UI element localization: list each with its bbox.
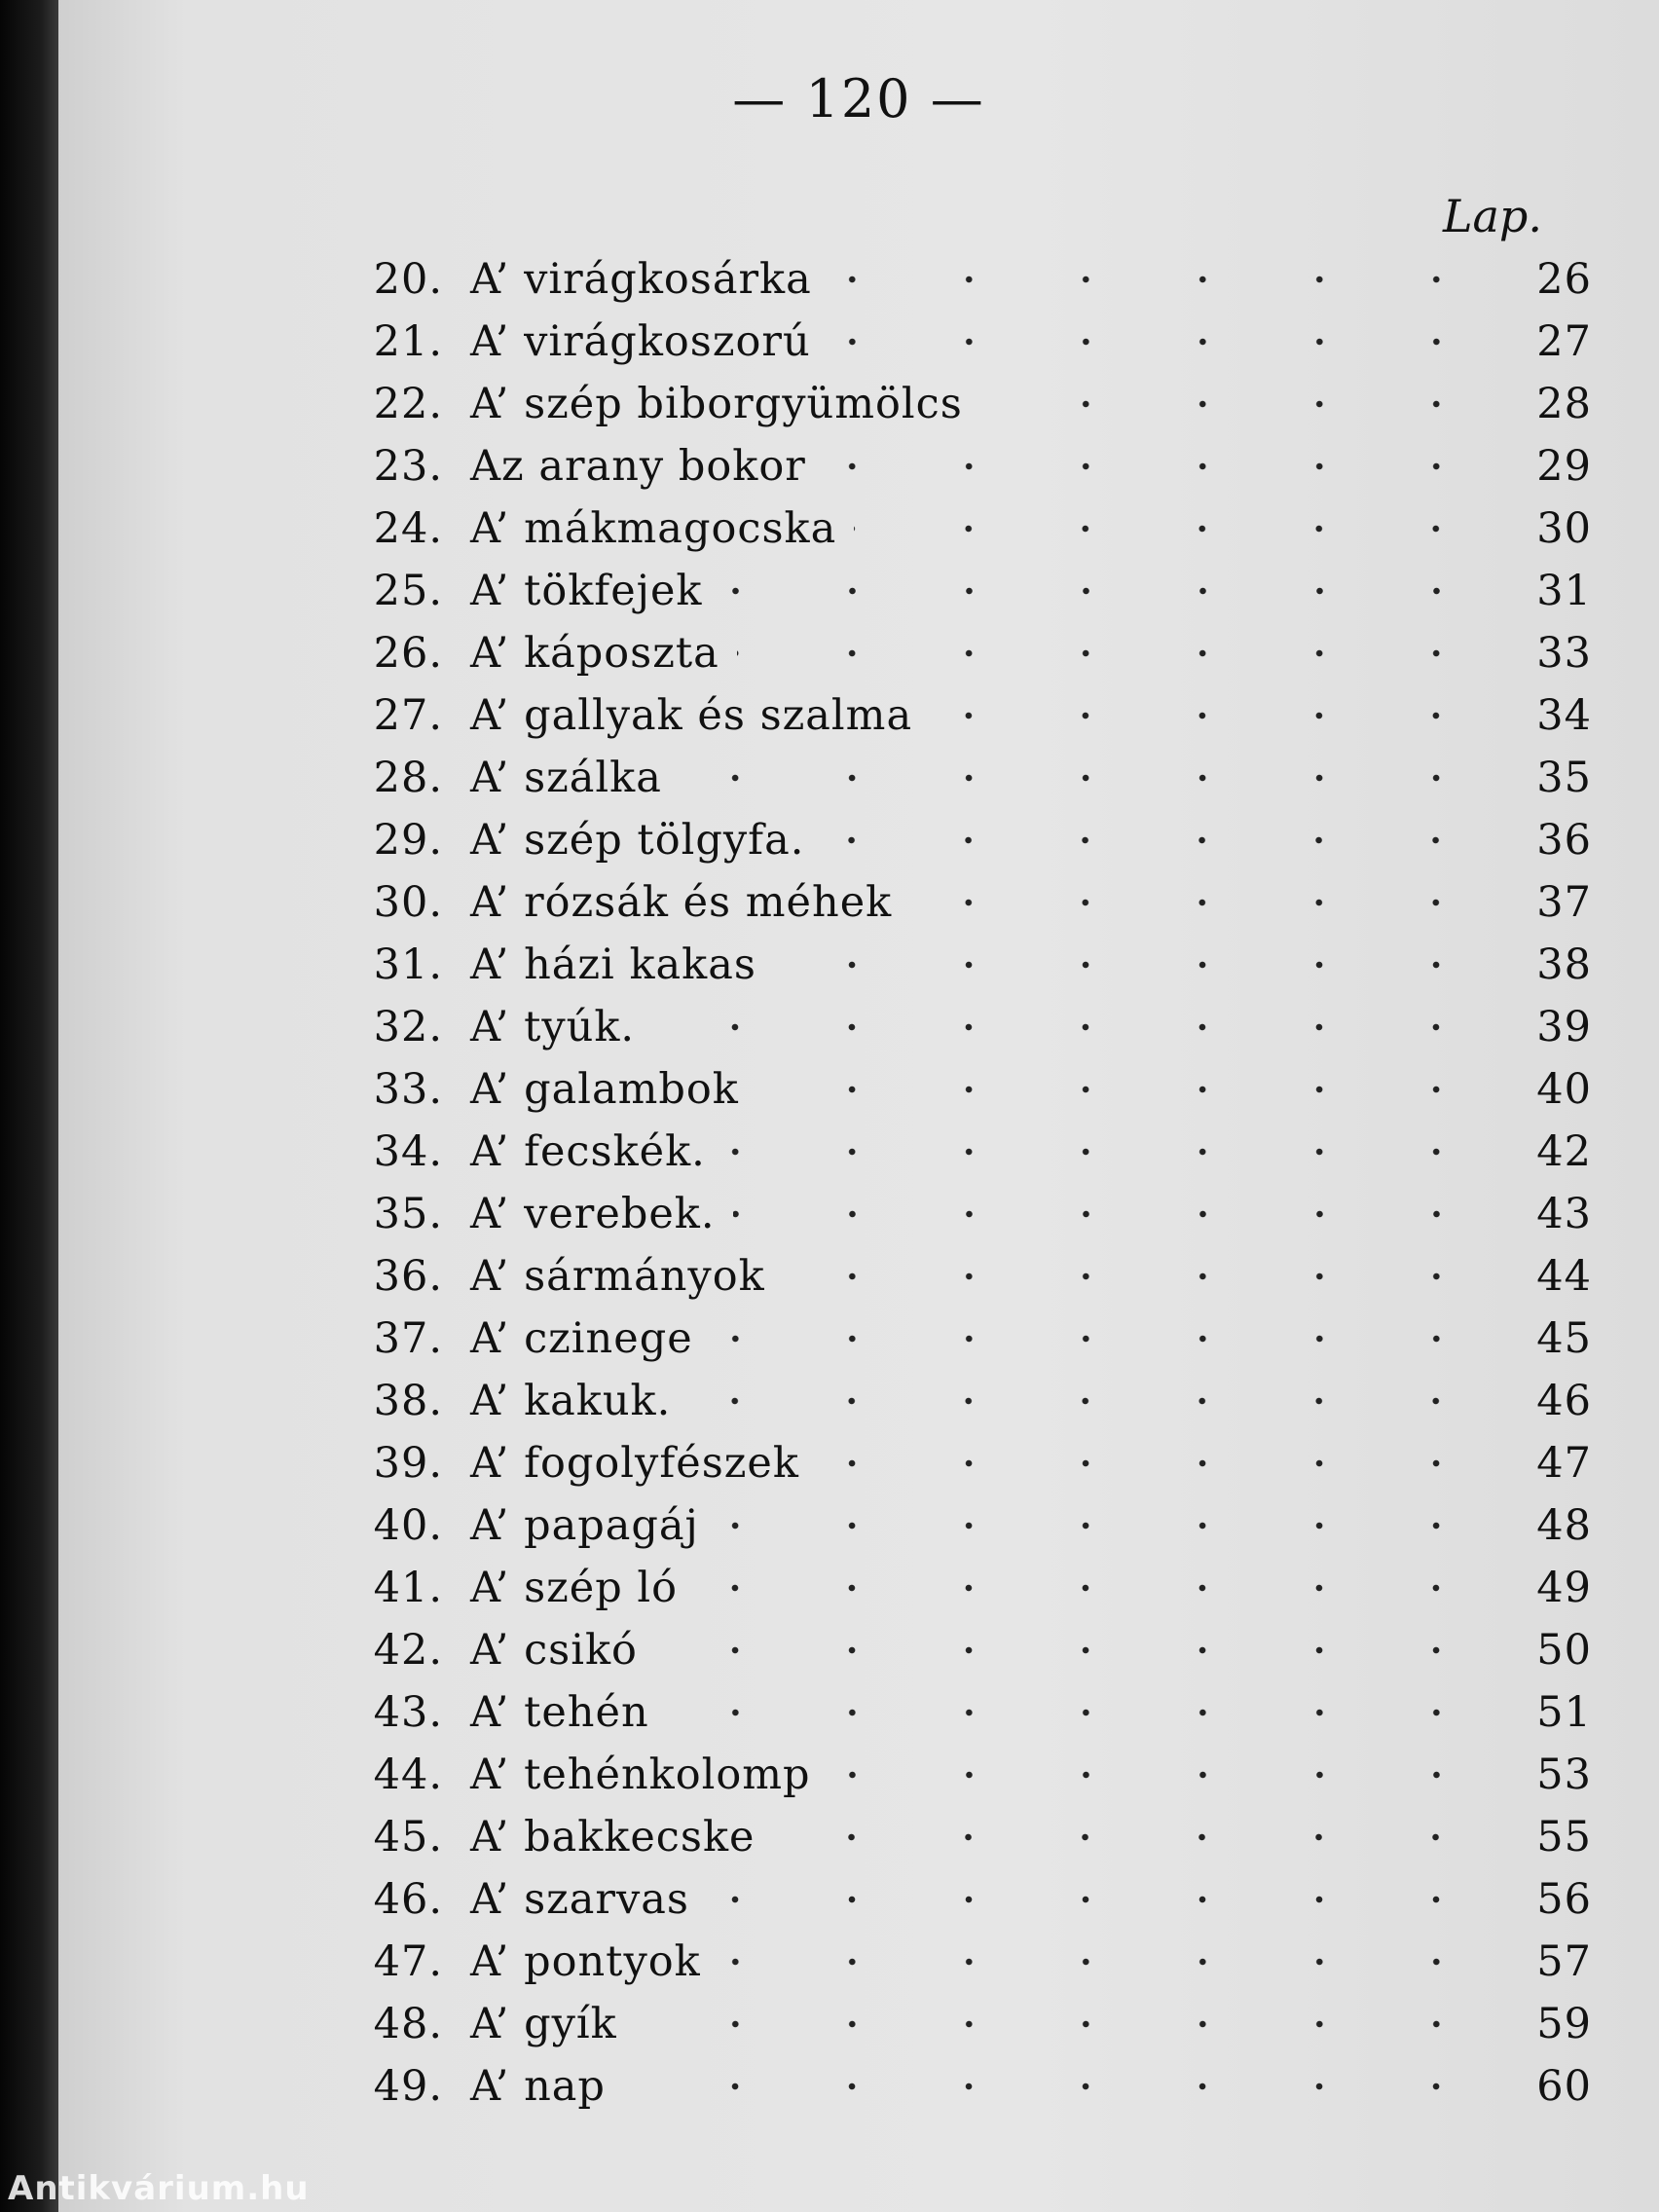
toc-entry-number: 33.: [373, 1065, 443, 1114]
toc-leader-dots: [822, 836, 1494, 844]
toc-entry: [346, 1993, 1592, 2055]
toc-entry: [346, 1183, 1592, 1245]
toc-entry-number: 41.: [373, 1564, 443, 1612]
toc-leader-dots: [733, 1210, 1494, 1218]
toc-entry-title: A’ tehénkolomp: [470, 1751, 811, 1799]
toc-entry-number: 32.: [373, 1003, 443, 1051]
toc-entry-title: A’ házi kakas: [470, 940, 756, 989]
toc-leader-dots: [719, 1958, 1494, 1966]
toc-entry-number: 26.: [373, 629, 443, 678]
toc-entry-page: 44: [1536, 1252, 1592, 1301]
toc-entry: [346, 934, 1592, 996]
toc-entry: [346, 498, 1592, 560]
toc-entry-title: A’ galambok: [470, 1065, 739, 1114]
toc-entry-page: 36: [1536, 816, 1592, 865]
toc-entry: [346, 684, 1592, 747]
toc-entry-title: A’ mákmagocska: [470, 504, 837, 553]
toc-leader-dots: [783, 1272, 1494, 1280]
toc-leader-dots: [695, 1584, 1494, 1592]
toc-entry-title: A’ szép tölgyfa.: [470, 816, 805, 865]
toc-entry-number: 40.: [373, 1501, 443, 1550]
toc-entry-title: A’ virágkoszorú: [470, 317, 811, 366]
toc-leader-dots: [711, 1335, 1494, 1343]
toc-entry-number: 36.: [373, 1252, 443, 1301]
toc-entry: [346, 435, 1592, 498]
book-page: [58, 0, 1659, 2212]
toc-entry-title: A’ virágkosárka: [470, 255, 812, 304]
toc-entry-title: A’ rózsák és méhek: [470, 878, 893, 927]
toc-entry-title: A’ fogolyfészek: [470, 1439, 799, 1488]
toc-entry-title: A’ szálka: [470, 754, 662, 802]
toc-entry-number: 47.: [373, 1937, 443, 1986]
toc-entry-number: 39.: [373, 1439, 443, 1488]
toc-entry: [346, 1681, 1592, 1744]
toc-leader-dots: [756, 1086, 1494, 1093]
toc-entry-number: 42.: [373, 1626, 443, 1675]
toc-entry-title: A’ tyúk.: [470, 1003, 636, 1051]
toc-entry-page: 50: [1536, 1626, 1592, 1675]
toc-entry: [346, 1121, 1592, 1183]
toc-entry-title: A’ pontyok: [470, 1937, 701, 1986]
toc-entry-page: 55: [1536, 1813, 1592, 1862]
toc-entry-number: 44.: [373, 1751, 443, 1799]
toc-entry-page: 26: [1536, 255, 1592, 304]
toc-entry-page: 40: [1536, 1065, 1592, 1114]
toc-entry-page: 48: [1536, 1501, 1592, 1550]
toc-entry-number: 35.: [373, 1190, 443, 1238]
toc-leader-dots: [824, 462, 1494, 470]
toc-entry-page: 56: [1536, 1875, 1592, 1924]
toc-entry-number: 31.: [373, 940, 443, 989]
toc-entry-number: 43.: [373, 1688, 443, 1737]
toc-entry: [346, 996, 1592, 1058]
toc-leader-dots: [720, 587, 1495, 595]
toc-entry-title: A’ nap: [470, 2062, 606, 2111]
toc-entry-number: 37.: [373, 1314, 443, 1363]
toc-leader-dots: [707, 1896, 1494, 1903]
toc-entry: [346, 747, 1592, 809]
toc-entry-page: 27: [1536, 317, 1592, 366]
toc-entry-page: 43: [1536, 1190, 1592, 1238]
toc-entry: [346, 1931, 1592, 1993]
toc-entry-page: 28: [1536, 380, 1592, 428]
toc-entry-number: 23.: [373, 442, 443, 491]
toc-entry-title: A’ tehén: [470, 1688, 649, 1737]
toc-entry-title: A’ gyík: [470, 2000, 617, 2048]
page-column-label: Lap.: [1442, 190, 1542, 242]
toc-leader-dots: [635, 2020, 1494, 2028]
toc-entry-page: 34: [1536, 691, 1592, 740]
toc-entry-page: 38: [1536, 940, 1592, 989]
toc-entry-page: 47: [1536, 1439, 1592, 1488]
toc-leader-dots: [817, 1459, 1494, 1467]
toc-leader-dots: [680, 774, 1494, 782]
toc-entry-title: A’ szép biborgyümölcs: [470, 380, 963, 428]
toc-entry: [346, 311, 1592, 373]
toc-entry-title: A’ sármányok: [470, 1252, 765, 1301]
toc-entry-number: 46.: [373, 1875, 443, 1924]
toc-entry-title: A’ csikó: [470, 1626, 638, 1675]
toc-entry-number: 45.: [373, 1813, 443, 1862]
toc-entry-page: 29: [1536, 442, 1592, 491]
toc-entry: [346, 373, 1592, 435]
toc-entry: [346, 1557, 1592, 1619]
toc-leader-dots: [655, 1646, 1494, 1654]
toc-leader-dots: [854, 525, 1494, 533]
toc-entry: [346, 248, 1592, 311]
toc-entry: [346, 1744, 1592, 1806]
toc-entry-number: 27.: [373, 691, 443, 740]
toc-entry-page: 35: [1536, 754, 1592, 802]
toc-leader-dots: [737, 649, 1494, 657]
toc-entry: [346, 871, 1592, 934]
toc-entry-page: 42: [1536, 1127, 1592, 1176]
toc-entry-number: 28.: [373, 754, 443, 802]
toc-entry-page: 33: [1536, 629, 1592, 678]
toc-entry-number: 25.: [373, 567, 443, 615]
table-of-contents: [346, 248, 1592, 2118]
toc-leader-dots: [717, 1522, 1494, 1530]
toc-entry: [346, 1806, 1592, 1868]
toc-entry: [346, 1308, 1592, 1370]
toc-entry-number: 29.: [373, 816, 443, 865]
toc-entry-title: Az arany bokor: [470, 442, 806, 491]
toc-entry-title: A’ szép ló: [470, 1564, 679, 1612]
toc-entry: [346, 1494, 1592, 1557]
toc-leader-dots: [829, 338, 1494, 346]
toc-entry-number: 30.: [373, 878, 443, 927]
toc-entry-number: 34.: [373, 1127, 443, 1176]
toc-entry-page: 51: [1536, 1688, 1592, 1737]
watermark: Antikvárium.hu: [8, 2169, 310, 2208]
toc-entry: [346, 2055, 1592, 2118]
toc-entry-number: 48.: [373, 2000, 443, 2048]
toc-entry-title: A’ bakkecske: [470, 1813, 756, 1862]
toc-entry-page: 60: [1536, 2062, 1592, 2111]
toc-entry-page: 49: [1536, 1564, 1592, 1612]
toc-entry-page: 53: [1536, 1751, 1592, 1799]
toc-entry: [346, 622, 1592, 684]
toc-entry-page: 30: [1536, 504, 1592, 553]
toc-entry: [346, 1245, 1592, 1308]
toc-entry: [346, 560, 1592, 622]
toc-entry: [346, 1619, 1592, 1681]
toc-entry-title: A’ kakuk.: [470, 1377, 672, 1425]
toc-entry: [346, 1432, 1592, 1494]
toc-leader-dots: [980, 400, 1494, 408]
toc-leader-dots: [829, 1771, 1494, 1779]
toc-leader-dots: [652, 1023, 1494, 1031]
toc-entry-page: 45: [1536, 1314, 1592, 1363]
toc-leader-dots: [667, 1709, 1494, 1716]
toc-entry-page: 46: [1536, 1377, 1592, 1425]
page-number: — 120 —: [732, 68, 985, 129]
toc-entry-number: 20.: [373, 255, 443, 304]
toc-entry-title: A’ tökfejek: [470, 567, 703, 615]
toc-entry-page: 59: [1536, 2000, 1592, 2048]
toc-entry-number: 38.: [373, 1377, 443, 1425]
toc-entry-number: 24.: [373, 504, 443, 553]
toc-entry-title: A’ gallyak és szalma: [470, 691, 913, 740]
toc-leader-dots: [623, 2083, 1494, 2090]
toc-entry: [346, 1058, 1592, 1121]
toc-leader-dots: [688, 1397, 1494, 1405]
toc-entry-title: A’ fecskék.: [470, 1127, 706, 1176]
toc-leader-dots: [830, 276, 1494, 283]
book-spine-shadow: [0, 0, 58, 2212]
toc-entry: [346, 1370, 1592, 1432]
toc-entry-page: 57: [1536, 1937, 1592, 1986]
toc-entry-title: A’ verebek.: [470, 1190, 716, 1238]
toc-entry-title: A’ czinege: [470, 1314, 693, 1363]
toc-entry-number: 49.: [373, 2062, 443, 2111]
toc-leader-dots: [772, 1833, 1494, 1841]
toc-leader-dots: [723, 1148, 1494, 1156]
toc-entry: [346, 809, 1592, 871]
toc-entry-title: A’ papagáj: [470, 1501, 699, 1550]
toc-entry-title: A’ káposzta: [470, 629, 719, 678]
toc-leader-dots: [930, 712, 1494, 719]
toc-entry: [346, 1868, 1592, 1931]
toc-entry-page: 37: [1536, 878, 1592, 927]
toc-entry-number: 21.: [373, 317, 443, 366]
toc-entry-page: 31: [1536, 567, 1592, 615]
toc-leader-dots: [909, 899, 1494, 906]
toc-entry-page: 39: [1536, 1003, 1592, 1051]
toc-entry-title: A’ szarvas: [470, 1875, 689, 1924]
toc-leader-dots: [774, 961, 1494, 969]
toc-entry-number: 22.: [373, 380, 443, 428]
